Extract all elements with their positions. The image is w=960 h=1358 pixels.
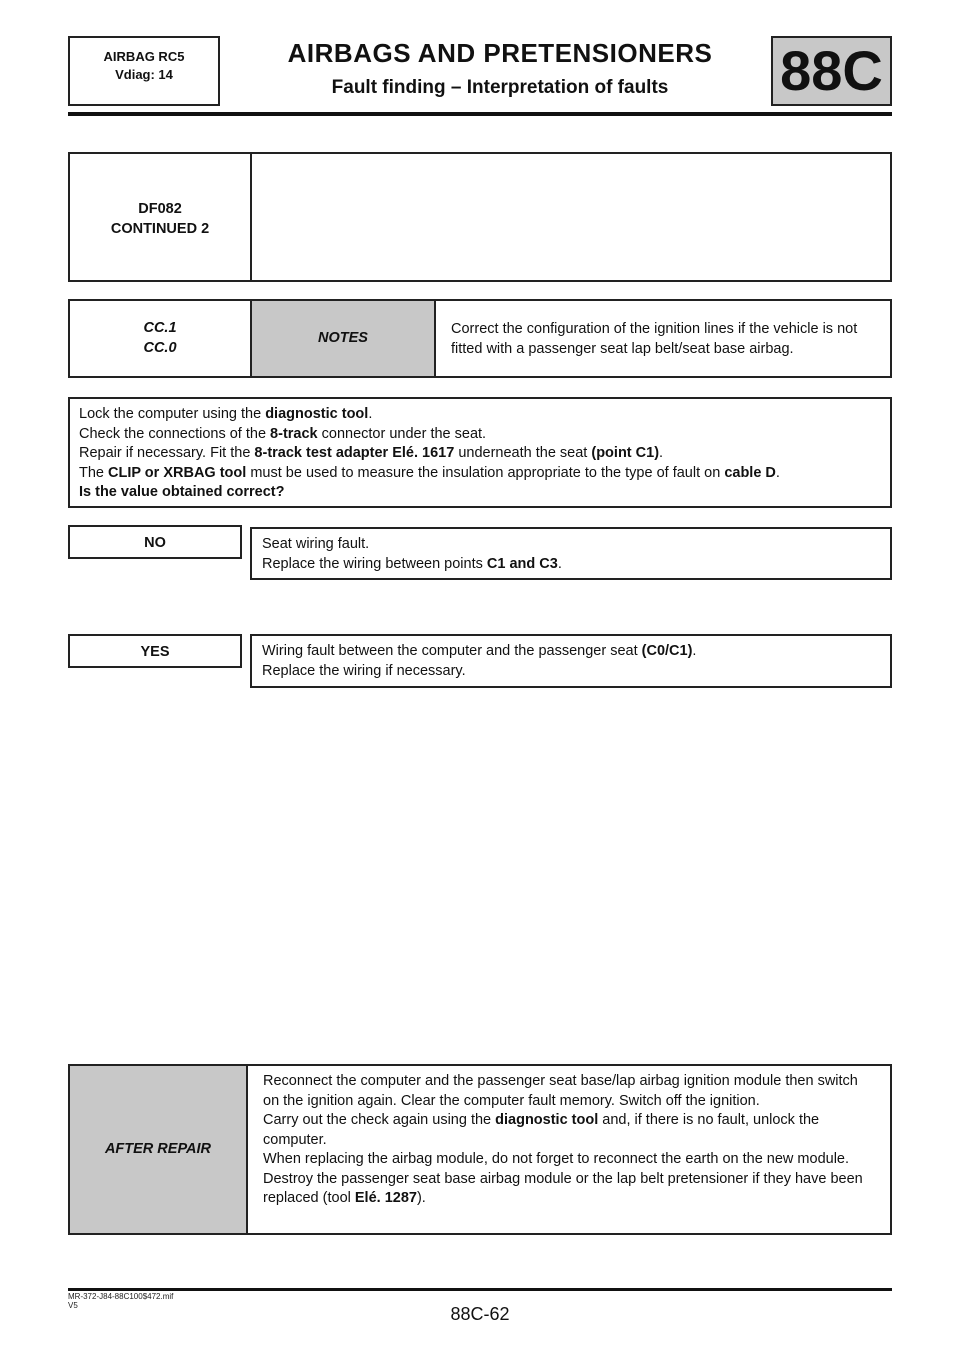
yes-label: YES — [140, 644, 170, 660]
model-label: AIRBAG RC5 — [103, 49, 185, 64]
page-title: AIRBAGS AND PRETENSIONERS — [287, 38, 713, 68]
no-label-box — [68, 525, 242, 559]
after-repair-text — [248, 1066, 890, 1233]
yes-label-box — [68, 634, 242, 668]
document-model-box — [68, 36, 220, 106]
after-repair-label-cell — [70, 1066, 248, 1233]
fault-code-box — [68, 152, 892, 282]
yes-result-line-2: Replace the wiring if necessary. — [262, 662, 466, 679]
page-subtitle: Fault finding – Interpretation of faults — [331, 77, 669, 98]
procedure-step-3: Repair if necessary. Fit the 8-track test adapter Elé. 1617 underneath the seat (point C1). — [79, 445, 664, 461]
notes-text: Correct the configuration of the ignition lines if the vehicle is not fitted with a passenger seat lap belt/seat base airbag. — [451, 321, 858, 357]
procedure-step-1: Lock the computer using the diagnostic tool. — [79, 406, 373, 422]
footer-version: V5 — [68, 1301, 78, 1310]
no-result-line-1: Seat wiring fault. — [262, 536, 370, 552]
after-repair-label: AFTER REPAIR — [104, 1141, 212, 1157]
fault-code: DF082 — [138, 201, 182, 217]
status-cell — [70, 301, 252, 376]
after-repair-paragraph-1: Reconnect the computer and the passenger seat base/lap airbag ignition module then switch on the ignition again. Clear the computer fault memory. Switch off the ignition. — [263, 1073, 858, 1109]
section-code-badge: 88C — [771, 36, 892, 106]
procedure-step-4: The CLIP or XRBAG tool must be used to measure the insulation appropriate to the type of fault on cable D. — [79, 464, 780, 481]
no-result-line-2: Replace the wiring between points C1 and C3. — [262, 555, 562, 572]
notes-label: NOTES — [318, 330, 368, 346]
vdiag-label: Vdiag: 14 — [115, 67, 173, 82]
procedure-box — [68, 397, 892, 508]
footer-file-info — [68, 1292, 173, 1310]
notes-label-cell — [252, 301, 436, 376]
yes-result-line-1: Wiring fault between the computer and the passenger seat (C0/C1). — [262, 643, 697, 659]
fault-continued: CONTINUED 2 — [110, 220, 210, 237]
yes-result-box — [250, 634, 892, 688]
after-repair-paragraph-4: Destroy the passenger seat base airbag module or the lap belt pretensioner if they have been replaced (tool Elé. 1287). — [263, 1170, 863, 1206]
no-label: NO — [144, 535, 166, 551]
after-repair-box — [68, 1064, 892, 1235]
after-repair-paragraph-2: Carry out the check again using the diagnostic tool and, if there is no fault, unlock the computer. — [263, 1112, 820, 1148]
no-result-box — [250, 527, 892, 580]
notes-box — [68, 299, 892, 378]
after-repair-paragraph-3: When replacing the airbag module, do not forget to reconnect the earth on the new module. — [263, 1151, 850, 1167]
header-divider — [68, 112, 892, 116]
footer-file-name: MR-372-J84-88C100$472.mif — [68, 1292, 174, 1301]
fault-code-cell — [70, 154, 252, 280]
procedure-step-2: Check the connections of the 8-track connector under the seat. — [79, 425, 487, 442]
footer-divider — [68, 1288, 892, 1291]
procedure-question: Is the value obtained correct? — [79, 484, 285, 500]
page-number: 88C-62 — [450, 1304, 510, 1324]
status-cc1: CC.1 — [143, 320, 177, 336]
status-cc0: CC.0 — [143, 339, 177, 356]
